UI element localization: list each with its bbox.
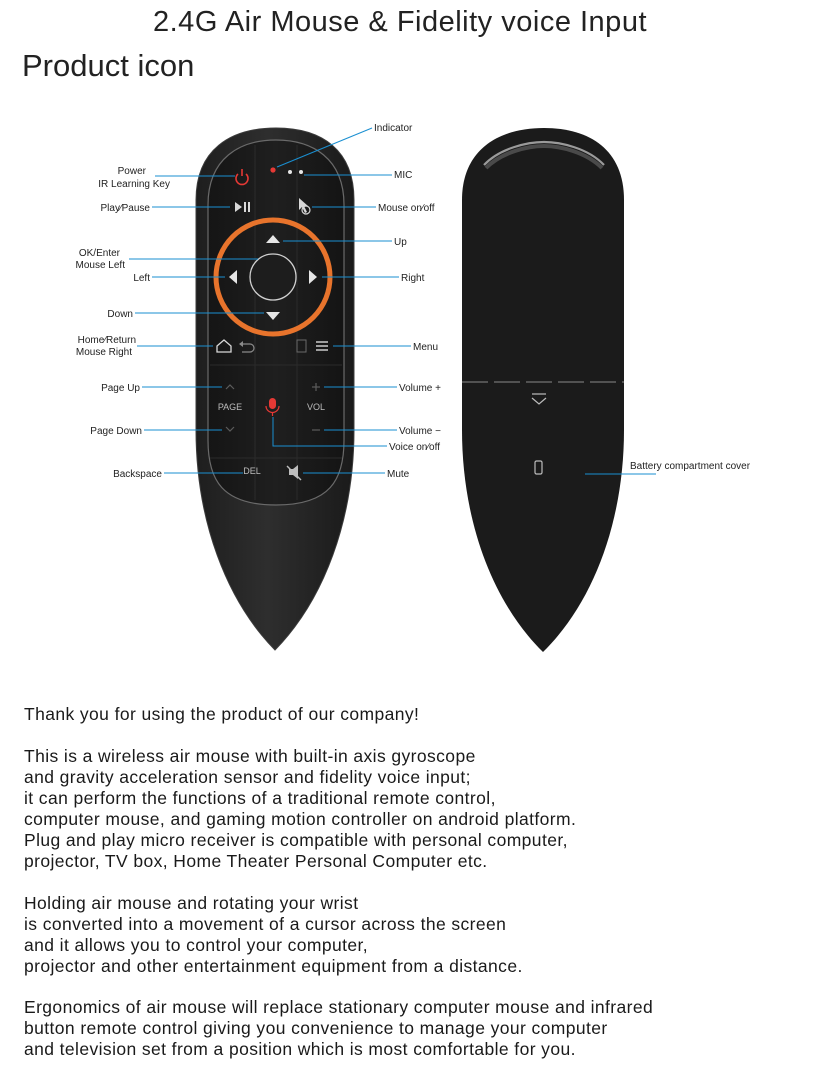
label-mouse-right: Mouse Right: [75, 347, 132, 358]
label-up: Up: [394, 237, 407, 248]
label-volume-plus: Volume +: [399, 383, 441, 394]
label-voice-onoff: Voice on∕off: [389, 442, 440, 453]
label-page-up: Page Up: [101, 383, 140, 394]
label-mic: MIC: [394, 170, 413, 181]
ok-button[interactable]: [250, 254, 296, 300]
page-key-label: PAGE: [217, 402, 243, 412]
label-menu: Menu: [413, 342, 439, 353]
text-line: and television set from a position which is most comfortable for you.: [24, 1039, 576, 1059]
remote-back: [462, 128, 624, 652]
text-line: and it allows you to control your computer,: [24, 935, 369, 955]
text-line: button remote control giving you convenience to manage your computer: [24, 1018, 608, 1038]
usage-paragraph: [24, 893, 523, 977]
text-line: Plug and play micro receiver is compatible with personal computer,: [24, 830, 568, 850]
label-mouse-left: Mouse Left: [75, 260, 125, 271]
label-backspace: Backspace: [113, 469, 162, 480]
text-line: This is a wireless air mouse with built-in axis gyroscope: [24, 746, 476, 766]
text-line: projector and other entertainment equipment from a distance.: [24, 956, 523, 976]
vol-key-label: VOL: [306, 402, 326, 412]
label-ir-learning: IR Learning Key: [98, 179, 170, 190]
callout-labels: [76, 123, 751, 480]
text-line: projector, TV box, Home Theater Personal Computer etc.: [24, 851, 488, 871]
mic-hole-icon: [288, 170, 292, 174]
label-ok-enter: OK/Enter: [78, 248, 120, 259]
label-indicator: Indicator: [374, 123, 413, 134]
label-battery-cover: Battery compartment cover: [630, 461, 751, 472]
label-right: Right: [401, 273, 425, 284]
text-line: computer mouse, and gaming motion controller on android platform.: [24, 809, 577, 829]
section-title-product-icon: Product icon: [22, 48, 195, 83]
page-title: 2.4G Air Mouse & Fidelity voice Input: [153, 6, 647, 38]
label-left: Left: [133, 273, 150, 284]
text-line: and gravity acceleration sensor and fidelity voice input;: [24, 767, 471, 787]
text-line: Holding air mouse and rotating your wrist: [24, 893, 359, 913]
label-mute: Mute: [387, 469, 410, 480]
label-power: Power: [117, 166, 146, 177]
label-mouse-onoff: Mouse on∕off: [378, 203, 435, 214]
text-line: Thank you for using the product of our company!: [24, 704, 420, 724]
ergonomics-paragraph: [24, 997, 653, 1060]
del-key-label[interactable]: DEL: [243, 466, 261, 476]
text-line: is converted into a movement of a cursor across the screen: [24, 914, 507, 934]
label-page-down: Page Down: [90, 426, 142, 437]
label-volume-minus: Volume −: [399, 426, 441, 437]
intro-paragraph: [24, 704, 419, 725]
indicator-led: [270, 167, 275, 172]
text-line: it can perform the functions of a traditional remote control,: [24, 788, 496, 808]
label-down: Down: [107, 309, 133, 320]
label-play-pause: Play∕Pause: [100, 203, 150, 214]
label-home-return: Home∕Return: [77, 335, 136, 346]
text-line: Ergonomics of air mouse will replace stationary computer mouse and infrared: [24, 997, 654, 1017]
description-paragraph: [24, 746, 576, 872]
remote-front: [196, 128, 354, 650]
